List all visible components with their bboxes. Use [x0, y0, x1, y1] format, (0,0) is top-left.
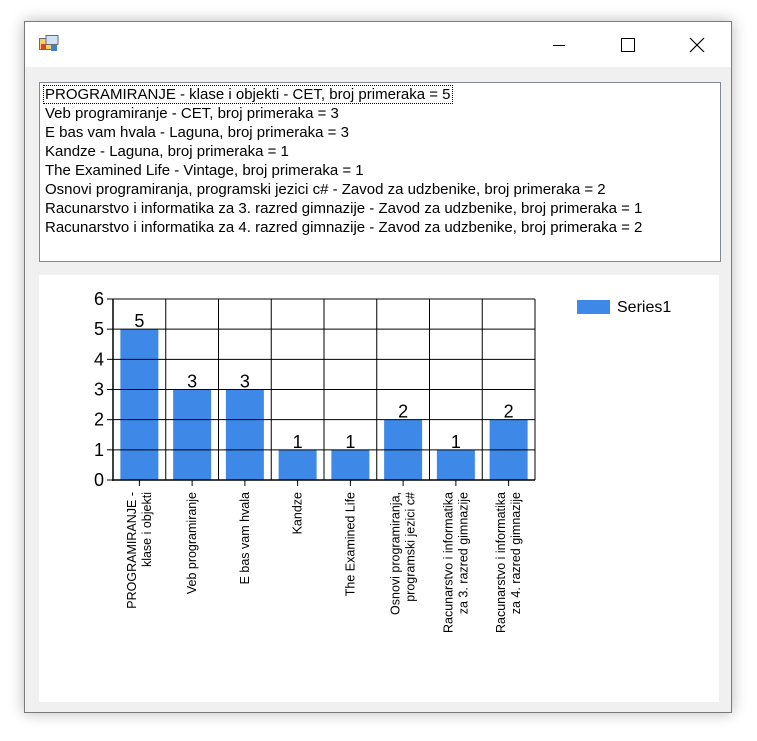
- bar: [173, 390, 211, 481]
- bar: [331, 450, 369, 480]
- chart-area: [39, 275, 719, 702]
- close-icon: [664, 22, 726, 67]
- x-tick-label: programski jezici c#: [403, 492, 418, 602]
- maximize-button[interactable]: [596, 22, 658, 67]
- x-tick-label: za 3. razred gimnazije: [456, 492, 471, 615]
- x-tick-label: klase i objekti: [139, 492, 154, 568]
- data-label: 2: [398, 401, 409, 422]
- y-tick-label: 5: [93, 319, 104, 340]
- y-tick-label: 4: [93, 349, 104, 370]
- y-tick-label: 3: [93, 379, 104, 400]
- list-item[interactable]: Racunarstvo i informatika za 4. razred gimnazije - Zavod za udzbenike, broj primeraka = 2: [45, 219, 643, 236]
- bar: [437, 450, 475, 480]
- x-tick-label: Kandze: [290, 492, 305, 535]
- y-tick-label: 0: [93, 470, 104, 490]
- data-label: 1: [292, 431, 303, 452]
- maximize-icon: [596, 22, 658, 67]
- data-label: 5: [134, 311, 145, 332]
- x-tick-label: PROGRAMIRANJE -: [124, 492, 139, 609]
- app-window: [24, 21, 732, 713]
- x-tick-label: E bas vam hvala: [237, 492, 252, 585]
- data-label: 3: [187, 371, 198, 392]
- list-item[interactable]: Veb programiranje - CET, broj primeraka = 3: [45, 105, 339, 122]
- title-bar[interactable]: [25, 22, 731, 67]
- data-label: 3: [239, 371, 250, 392]
- data-label: 1: [450, 431, 461, 452]
- y-tick-label: 1: [93, 439, 104, 460]
- x-tick-label: Veb programiranje: [185, 492, 200, 595]
- app-icon: [39, 35, 59, 53]
- close-button[interactable]: [664, 22, 726, 67]
- x-tick-label: Racunarstvo i informatika: [441, 492, 456, 634]
- x-tick-label: Osnovi programiranja,: [388, 492, 403, 615]
- data-label: 1: [345, 431, 356, 452]
- x-tick-label: The Examined Life: [343, 492, 358, 597]
- bar: [120, 329, 158, 480]
- list-item[interactable]: Kandze - Laguna, broj primeraka = 1: [45, 143, 289, 160]
- list-item[interactable]: Racunarstvo i informatika za 3. razred gimnazije - Zavod za udzbenike, broj primeraka = 1: [45, 200, 643, 217]
- legend-label: Series1: [617, 299, 672, 316]
- x-tick-label: Racunarstvo i informatika: [494, 492, 509, 634]
- bar: [226, 390, 264, 481]
- y-tick-label: 6: [93, 289, 104, 309]
- list-item[interactable]: The Examined Life - Vintage, broj primeraka = 1: [45, 162, 364, 179]
- x-tick-label: za 4. razred gimnazije: [509, 492, 524, 615]
- legend-swatch: [577, 300, 610, 314]
- list-item[interactable]: Osnovi programiranja, programski jezici c# - Zavod za udzbenike, broj primeraka = 2: [45, 181, 606, 198]
- bar-chart: [39, 275, 719, 702]
- y-tick-label: 2: [93, 409, 104, 430]
- minimize-icon: [528, 22, 590, 67]
- list-item[interactable]: PROGRAMIRANJE - klase i objekti - CET, broj primeraka = 5: [45, 86, 451, 103]
- data-label: 2: [503, 401, 514, 422]
- books-listbox[interactable]: [39, 82, 721, 262]
- minimize-button[interactable]: [528, 22, 590, 67]
- list-item[interactable]: E bas vam hvala - Laguna, broj primeraka = 3: [45, 124, 349, 141]
- bar: [279, 450, 317, 480]
